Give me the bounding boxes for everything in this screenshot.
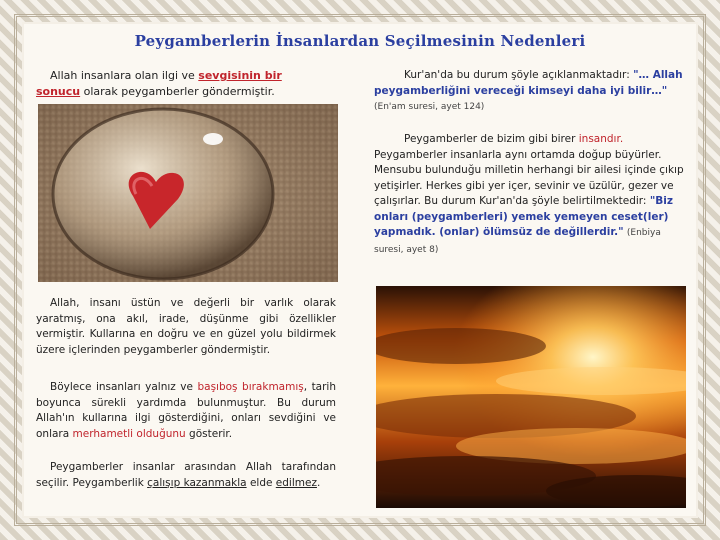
left-p3-post: gösterir. [185, 427, 233, 440]
right-p1-intro: Kur'an'da bu durum şöyle açıklanmaktadır: [404, 69, 630, 81]
left-paragraph-3 [36, 380, 336, 442]
right-p1-quote: "… Allah peygamberliğini vereceği kimseyi daha iyi bilir…" [374, 69, 683, 97]
right-paragraph-2 [374, 132, 684, 258]
left-p3-mid: , tarih boyunca sürekli yardımda bulunmuştur. Bu durum Allah'ın kullarına ilgi gösterdiğini, onları sevdiğini ve onlara [36, 381, 337, 440]
left-p3-pre: Böylece insanları yalnız ve [50, 381, 198, 393]
left-paragraph-2: Allah, insanı üstün ve değerli bir varlık olarak yaratmış, ona akıl, irade, düşünme gibi özellikler vermiştir. Kullarına en doğru ve en güzel yolu bildirmek üzere içlerinden peygamberler göndermiştir. [36, 297, 336, 356]
left-p4-pre: Peygamberler insanlar arasından Allah tarafından seçilir. Peygamberlik [36, 461, 336, 489]
left-p4-post: . [316, 476, 321, 489]
left-paragraph-1 [36, 68, 326, 99]
right-p2-red: insandır. [578, 133, 624, 145]
page-title: Peygamberlerin İnsanlardan Seçilmesinin Nedenleri [134, 32, 586, 50]
left-p1-post: olarak peygamberler göndermiştir. [80, 84, 275, 98]
right-paragraph-1 [374, 68, 684, 116]
right-p1-citation: (En'am suresi, ayet 124) [374, 102, 485, 112]
left-p4-underline-2: edilmez [275, 476, 317, 489]
heart-droplet-photo [38, 104, 338, 282]
right-p2-quote: "Biz onları (peygamberleri) yemek yemeyen ceset(ler) yapmadık. (onlar) ölümsüz de değillerdir." [374, 195, 673, 238]
left-p3-red1: başıboş bırakmamış [197, 381, 304, 393]
left-p1-highlight: sevgisinin bir sonucu [36, 69, 282, 98]
right-p2-pre: Peygamberler de bizim gibi birer [404, 133, 579, 145]
left-paragraph-4 [36, 460, 336, 491]
left-p1-pre: Allah insanlara olan ilgi ve [50, 69, 199, 82]
left-p4-mid: elde [246, 476, 276, 489]
left-p3-red2: merhametli olduğunu [72, 427, 186, 440]
right-p2-citation: (Enbiya suresi, ayet 8) [374, 228, 661, 255]
left-p4-underline-1: çalışıp kazanmakla [147, 476, 247, 489]
sunset-clouds-photo [376, 286, 686, 508]
slide [24, 24, 696, 516]
right-p2-body: Peygamberler insanlarla aynı ortamda doğup büyürler. Mensubu bulunduğu milletin herhangi bir ailesi içinde çıkıp yetişirler. Herkes gibi yer içer, sevinir ve üzülür, gezer ve çalışırlar. Bu durum Kur'an'da şöyle belirtilmektedir: [374, 148, 684, 207]
